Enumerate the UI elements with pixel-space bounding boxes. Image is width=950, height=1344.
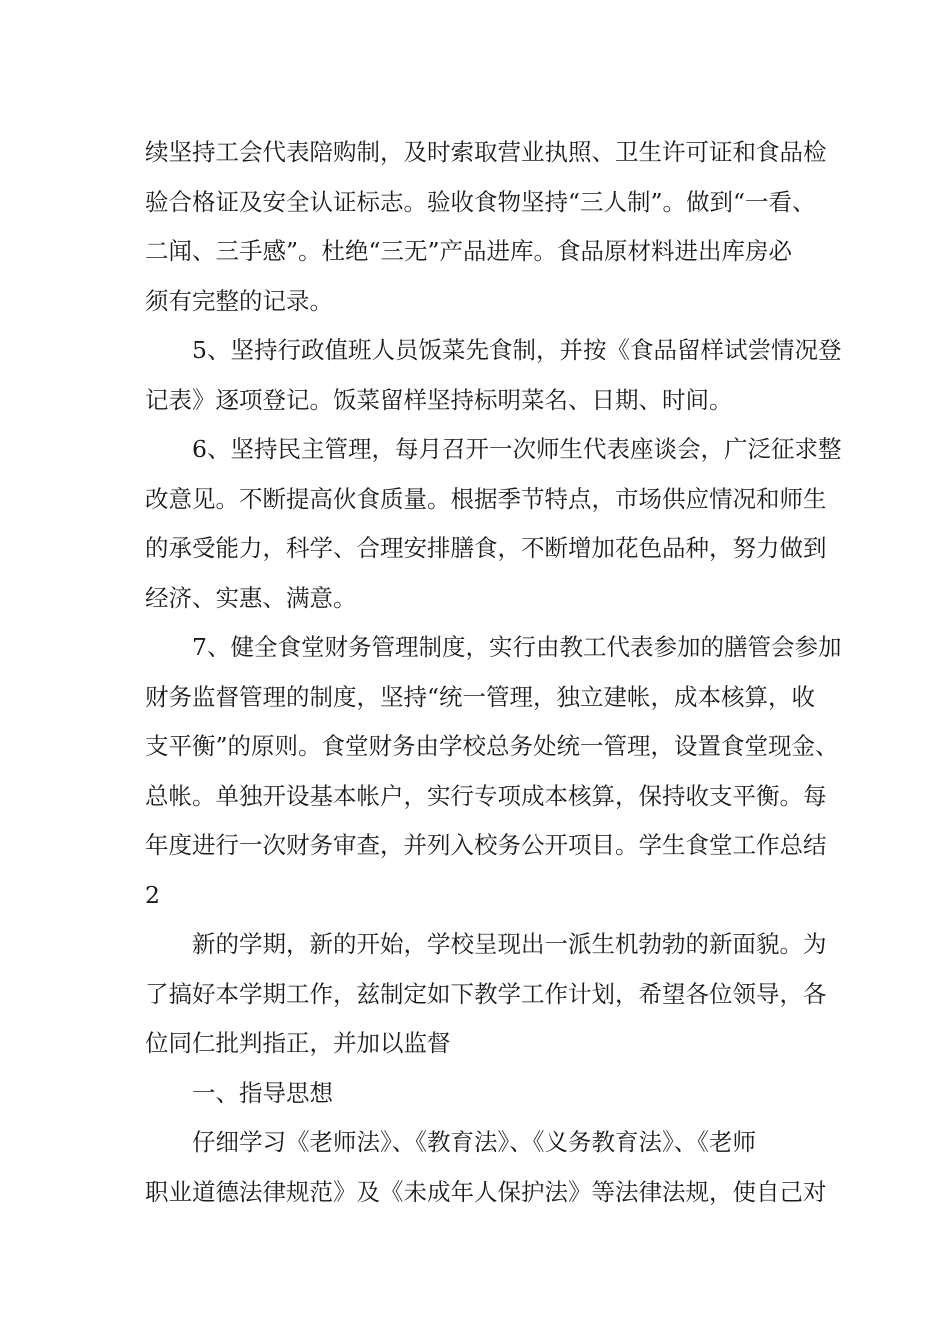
text-line: 了搞好本学期工作，兹制定如下教学工作计划，希望各位领导，各 (145, 979, 827, 1008)
text-line: 续坚持工会代表陪购制，及时索取营业执照、卫生许可证和食品检 (145, 138, 827, 166)
text-line: 支平衡”的原则。食堂财务由学校总务处统一管理，设置食堂现金、 (145, 732, 839, 760)
text-line: 7、健全食堂财务管理制度，实行由教工代表参加的膳管会参加 (192, 633, 842, 661)
text-line: 新的学期，新的开始，学校呈现出一派生机勃勃的新面貌。为 (192, 930, 827, 958)
text-line: 仔细学习《老师法》、《教育法》、《义务教育法》、《老师 (192, 1128, 756, 1156)
text-line: 职业道德法律规范》及《未成年人保护法》等法律法规，使自己对 (145, 1177, 827, 1206)
text-line: 2 (145, 880, 160, 909)
text-line: 总帐。单独开设基本帐户，实行专项成本核算，保持收支平衡。每 (145, 781, 827, 810)
document-body (145, 128, 842, 1217)
section-heading: 一、指导思想 (192, 1078, 333, 1107)
text-line: 须有完整的记录。 (145, 286, 333, 315)
text-line: 的承受能力，科学、合理安排膳食，不断增加花色品种，努力做到 (145, 534, 827, 562)
text-line: 5、坚持行政值班人员饭菜先食制，并按《食品留样试尝情况登 (192, 336, 842, 364)
text-line: 记表》逐项登记。饭菜留样坚持标明菜名、日期、时间。 (145, 385, 733, 414)
text-line: 位同仁批判指正，并加以监督 (145, 1029, 451, 1057)
text-line: 财务监督管理的制度，坚持“统一管理，独立建帐，成本核算，收 (145, 682, 816, 711)
text-line: 改意见。不断提高伙食质量。根据季节特点，市场供应情况和师生 (145, 484, 827, 513)
text-line: 经济、实惠、满意。 (145, 583, 357, 612)
text-line: 二闻、三手感”。杜绝“三无”产品进库。食品原材料进出库房必 (145, 237, 793, 265)
text-line: 验合格证及安全认证标志。验收食物坚持“三人制”。做到“一看、 (145, 187, 816, 216)
text-line: 年度进行一次财务审查，并列入校务公开项目。学生食堂工作总结 (145, 831, 827, 859)
text-line: 6、坚持民主管理，每月召开一次师生代表座谈会，广泛征求整 (192, 435, 842, 463)
